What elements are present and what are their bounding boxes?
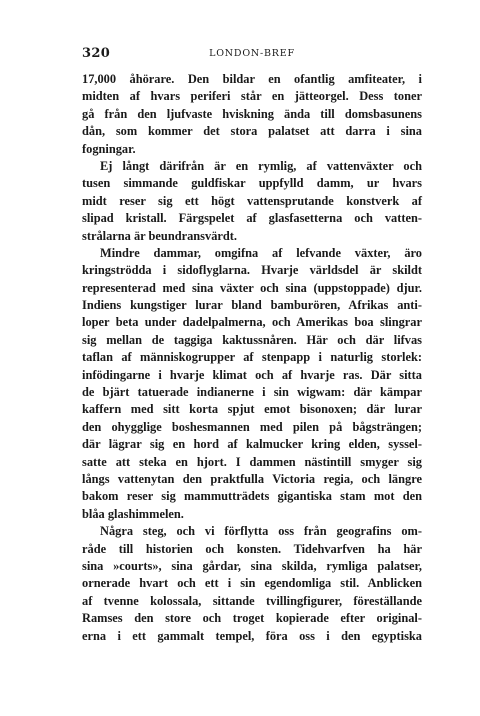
- text-line: den ohygglige boshesmannen med pilen på bågsträngen;: [82, 419, 422, 434]
- text-line: loper beta under dadelpalmerna, och Amerikas boa slingrar: [82, 315, 422, 330]
- text-line: kringströdda i sidoflyglarna. Hvarje världsdel är skildt: [82, 263, 422, 278]
- text-line: midten af hvars periferi står en jätteorgel. Dess toner: [82, 89, 422, 104]
- text-line: sig mellan de taggiga kaktussnåren. Här och där lifvas: [82, 332, 422, 347]
- body-text: [82, 71, 422, 645]
- text-line: af tvenne kolossala, sittande tvillingfigurer, föreställande: [82, 593, 422, 608]
- text-line: Ramses den store och troget kopierade efter original-: [82, 611, 422, 626]
- text-line: ornerade hvart och ett i sin egendomliga stil. Anblicken: [82, 576, 422, 591]
- text-line: taflan af människogrupper af stenpapp i naturlig storlek:: [82, 350, 422, 365]
- text-line: dån, som kommer det stora palatset att darra i sina: [82, 124, 422, 139]
- text-line: sina »courts», sina gårdar, sina skilda, rymliga palatser,: [82, 558, 422, 573]
- text-line: erna i ett gammalt tempel, föra oss i den egyptiska: [82, 628, 422, 643]
- text-line: Indiens kungstiger lurar bland bamburören, Afrikas anti-: [82, 298, 422, 313]
- text-line: midt reser sig ett högt vattensprutande konstverk af: [82, 193, 422, 208]
- text-line: satte att steka en hjort. I dammen nästintill smyger sig: [82, 454, 422, 469]
- text-line: slipad kristall. Färgspelet af glasfasetterna och vatten-: [82, 211, 422, 226]
- text-line: råde till historien och konsten. Tidehvarfven ha här: [82, 541, 422, 556]
- text-line: representerad med sina växter och sina (uppstoppade) djur.: [82, 280, 422, 295]
- text-line: Ej långt därifrån är en rymlig, af vattenväxter och: [100, 158, 422, 173]
- running-title: LONDON-BREF: [209, 48, 295, 59]
- text-line: infödingarne i hvarje klimat och af hvarje ras. Där sitta: [82, 367, 422, 382]
- text-line: Mindre dammar, omgifna af lefvande växter, äro: [100, 245, 422, 260]
- text-line: Några steg, och vi förflytta oss från geografins om-: [100, 524, 422, 539]
- text-line: bakom reser sig mammutträdets gigantiska stam mot den: [82, 489, 422, 504]
- text-line: strålarna är beundransvärdt.: [82, 228, 238, 243]
- text-line: 17,000 åhörare. Den bildar en ofantlig amfiteater, i: [82, 72, 422, 86]
- text-line: tusen simmande guldfiskar uppfylld damm, ur hvars: [82, 176, 422, 191]
- text-line: gå från den ljufvaste hviskning ända till domsbasunens: [82, 106, 422, 121]
- page-header: [82, 46, 422, 66]
- page-number: 320: [82, 46, 111, 61]
- text-line: där lägrar sig en hord af kalmucker kring elden, syssel-: [82, 437, 422, 452]
- text-line: kaffern med sitt korta spjut emot bisonoxen; där lurar: [82, 402, 422, 417]
- text-line: blåa glashimmelen.: [82, 506, 184, 521]
- text-line: långs vattenytan den praktfulla Victoria regia, och längre: [82, 471, 422, 486]
- text-line: fogningar.: [82, 141, 136, 156]
- text-line: de bjärt tatuerade indianerne i sin wigwam: där kämpar: [82, 385, 422, 400]
